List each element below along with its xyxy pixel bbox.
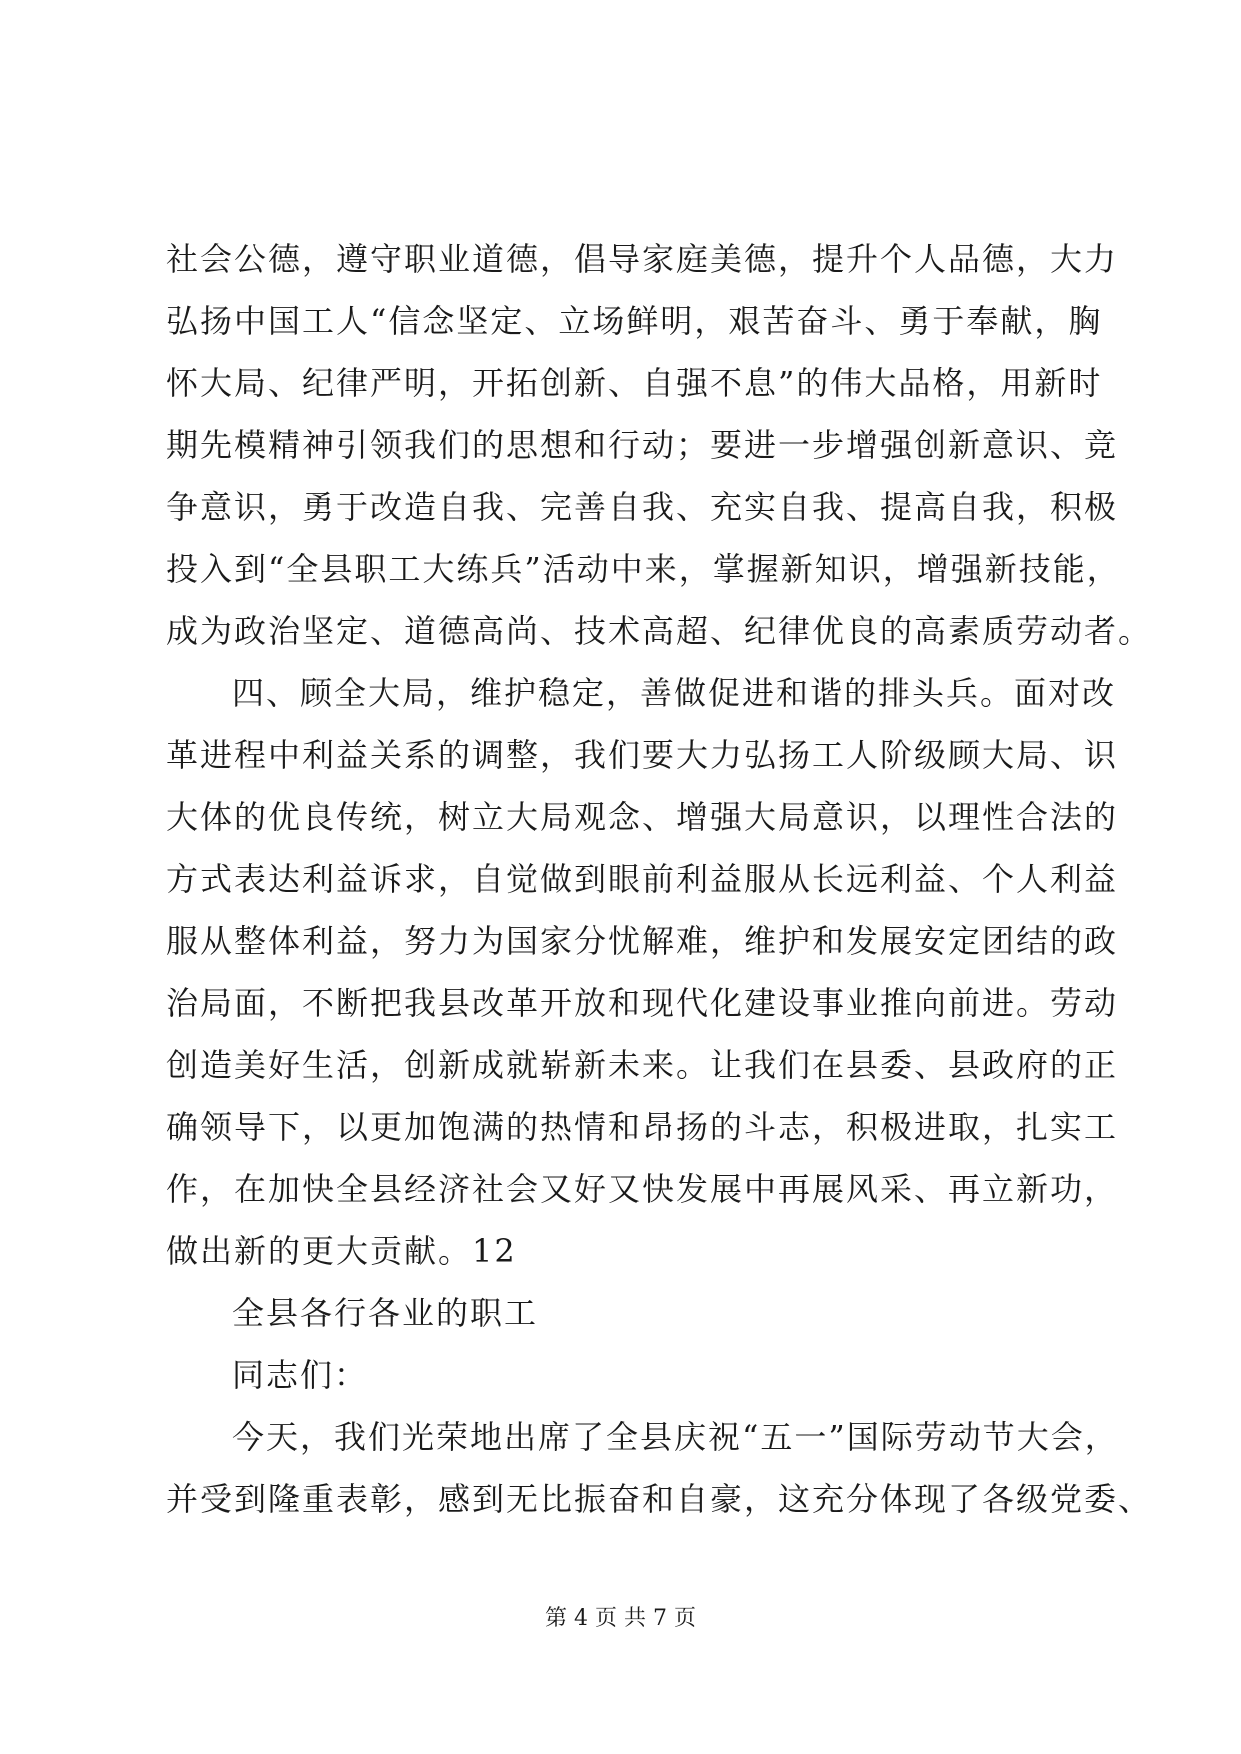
text-line: 今天，我们光荣地出席了全县庆祝“五一”国际劳动节大会， (232, 1418, 1119, 1456)
text-line: 确领导下，以更加饱满的热情和昂扬的斗志，积极进取，扎实工 (166, 1108, 1119, 1146)
text-line: 革进程中利益关系的调整，我们要大力弘扬工人阶级顾大局、识 (166, 736, 1119, 774)
text-line: 社会公德，遵守职业道德，倡导家庭美德，提升个人品德，大力 (166, 240, 1119, 278)
text-line: 服从整体利益，努力为国家分忧解难，维护和发展安定团结的政 (166, 922, 1119, 960)
text-line: 并受到隆重表彰，感到无比振奋和自豪，这充分体现了各级党委、 (166, 1480, 1153, 1518)
text-line: 期先模精神引领我们的思想和行动；要进一步增强创新意识、竞 (166, 426, 1119, 464)
salutation-line: 全县各行各业的职工 (232, 1294, 539, 1332)
text-line: 弘扬中国工人“信念坚定、立场鲜明，艰苦奋斗、勇于奉献，胸 (166, 302, 1103, 340)
text-line: 治局面，不断把我县改革开放和现代化建设事业推向前进。劳动 (166, 984, 1119, 1022)
text-line: 做出新的更大贡献。12 (166, 1232, 517, 1270)
paragraph-heading-line: 四、顾全大局，维护稳定，善做促进和谐的排头兵。面对改 (232, 674, 1117, 712)
page-footer (0, 1604, 1241, 1634)
text-line: 成为政治坚定、道德高尚、技术高超、纪律优良的高素质劳动者。 (166, 612, 1153, 650)
text-line: 大体的优良传统，树立大局观念、增强大局意识，以理性合法的 (166, 798, 1119, 836)
text-line: 投入到“全县职工大练兵”活动中来，掌握新知识，增强新技能， (166, 550, 1121, 588)
salutation-line: 同志们： (232, 1356, 369, 1394)
text-line: 方式表达利益诉求，自觉做到眼前利益服从长远利益、个人利益 (166, 860, 1119, 898)
text-line: 怀大局、纪律严明，开拓创新、自强不息”的伟大品格，用新时 (166, 364, 1103, 402)
text-line: 争意识，勇于改造自我、完善自我、充实自我、提高自我，积极 (166, 488, 1119, 526)
text-line: 作，在加快全县经济社会又好又快发展中再展风采、再立新功， (166, 1170, 1119, 1208)
page-indicator: 第 4 页 共 7 页 (545, 1606, 696, 1631)
text-line: 创造美好生活，创新成就崭新未来。让我们在县委、县政府的正 (166, 1046, 1119, 1084)
body-text (166, 228, 1153, 1530)
